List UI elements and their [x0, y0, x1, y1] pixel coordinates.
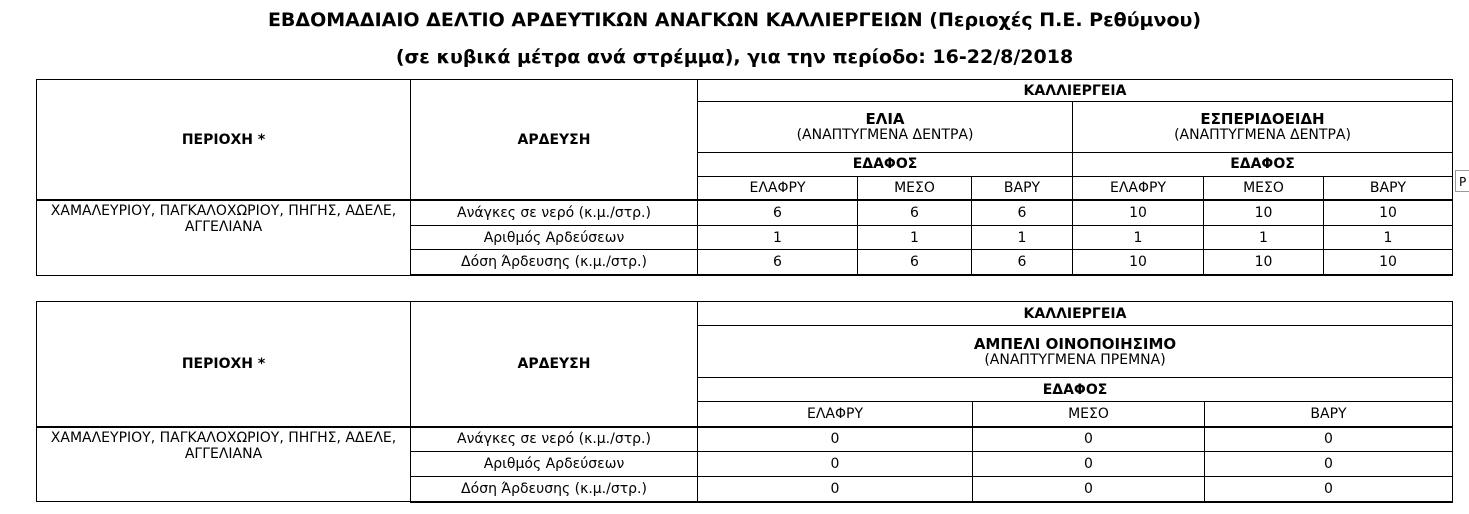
table-cell: 1 — [972, 226, 1073, 250]
soil-light: ΕΛΑΦΡΥ — [698, 402, 973, 427]
crop-title: ΑΜΠΕΛΙ ΟΙΝΟΠΟΙΗΣΙΜΟ — [973, 334, 1177, 353]
irrigation-table-olive-citrus — [36, 79, 1453, 276]
region-name: ΧΑΜΑΛΕΥΡΙΟΥ, ΠΑΓΚΑΛΟΧΩΡΙΟΥ, ΠΗΓΗΣ, ΑΔΕΛΕ, ΑΓΓΕΛΙΑΝΑ — [37, 427, 411, 502]
table-cell: 10 — [1073, 250, 1204, 275]
irrigation-header: ΑΡΔΕΥΣΗ — [411, 80, 698, 201]
table-cell: 0 — [698, 452, 973, 477]
crop-name-olive — [698, 102, 1073, 152]
table-cell: 1 — [1324, 226, 1453, 250]
row-label-water-needs: Ανάγκες σε νερό (κ.μ./στρ.) — [411, 200, 698, 225]
table-cell: 1 — [1073, 226, 1204, 250]
table-cell: 10 — [1324, 250, 1453, 275]
row-label-water-needs: Ανάγκες σε νερό (κ.μ./στρ.) — [411, 427, 698, 452]
soil-light: ΕΛΑΦΡΥ — [698, 176, 858, 200]
region-header: ΠΕΡΙΟΧΗ * — [37, 302, 411, 427]
row-label-irrigation-count: Αριθμός Αρδεύσεων — [411, 226, 698, 250]
table-cell: 6 — [698, 250, 858, 275]
soil-heavy: ΒΑΡΥ — [1324, 176, 1453, 200]
soil-medium: ΜΕΣΟ — [858, 176, 972, 200]
soil-heavy: ΒΑΡΥ — [1205, 402, 1453, 427]
region-header: ΠΕΡΙΟΧΗ * — [37, 80, 411, 201]
table-cell: 0 — [698, 477, 973, 502]
soil-medium: ΜΕΣΟ — [1204, 176, 1324, 200]
crop-subtitle: (ΑΝΑΠΤΥΓΜΕΝΑ ΠΡΕΜΝΑ) — [984, 351, 1166, 368]
table-cell: 1 — [858, 226, 972, 250]
table-cell: 0 — [1205, 477, 1453, 502]
soil-header: ΕΔΑΦΟΣ — [698, 152, 1073, 176]
table-cell: 10 — [1204, 200, 1324, 225]
table-cell: 6 — [698, 200, 858, 225]
soil-light: ΕΛΑΦΡΥ — [1073, 176, 1204, 200]
report-title: ΕΒΔΟΜΑΔΙΑΙΟ ΔΕΛΤΙΟ ΑΡΔΕΥΤΙΚΩΝ ΑΝΑΓΚΩΝ ΚΑΛΛΙΕΡΓΕΙΩΝ (Περιοχές Π.Ε. Ρεθύμνου) — [267, 9, 1202, 31]
table-cell: 0 — [973, 477, 1205, 502]
soil-heavy: ΒΑΡΥ — [972, 176, 1073, 200]
soil-header: ΕΔΑΦΟΣ — [698, 378, 1453, 402]
region-name: ΧΑΜΑΛΕΥΡΙΟΥ, ΠΑΓΚΑΛΟΧΩΡΙΟΥ, ΠΗΓΗΣ, ΑΔΕΛΕ, ΑΓΓΕΛΙΑΝΑ — [37, 200, 411, 275]
soil-medium: ΜΕΣΟ — [973, 402, 1205, 427]
table-cell: 1 — [698, 226, 858, 250]
irrigation-header: ΑΡΔΕΥΣΗ — [411, 302, 698, 427]
row-label-irrigation-dose: Δόση Άρδευσης (κ.μ./στρ.) — [411, 477, 698, 502]
table-cell: 10 — [1073, 200, 1204, 225]
irrigation-table-vineyard — [36, 301, 1453, 503]
row-label-irrigation-count: Αριθμός Αρδεύσεων — [411, 452, 698, 477]
table-cell: 6 — [972, 250, 1073, 275]
table-cell: 0 — [698, 427, 973, 452]
table-cell: 0 — [1205, 427, 1453, 452]
table-cell: 10 — [1324, 200, 1453, 225]
report-subtitle: (σε κυβικά μέτρα ανά στρέμμα), για την περίοδο: 16-22/8/2018 — [395, 46, 1074, 68]
crop-header: ΚΑΛΛΙΕΡΓΕΙΑ — [698, 80, 1453, 102]
crop-header: ΚΑΛΛΙΕΡΓΕΙΑ — [698, 302, 1453, 326]
table-cell: 0 — [973, 452, 1205, 477]
table-cell: 6 — [858, 250, 972, 275]
row-label-irrigation-dose: Δόση Άρδευσης (κ.μ./στρ.) — [411, 250, 698, 275]
soil-header: ΕΔΑΦΟΣ — [1073, 152, 1453, 176]
crop-title: ΕΣΠΕΡΙΔΟΕΙΔΗ — [1200, 109, 1325, 128]
cell-comment-tag[interactable]: P — [1455, 170, 1469, 192]
table-cell: 1 — [1204, 226, 1324, 250]
crop-name-vineyard — [698, 326, 1453, 378]
table-cell: 0 — [1205, 452, 1453, 477]
crop-subtitle: (ΑΝΑΠΤΥΓΜΕΝΑ ΔΕΝΤΡΑ) — [1174, 126, 1351, 143]
crop-title: ΕΛΙΑ — [865, 109, 905, 128]
table-cell: 6 — [858, 200, 972, 225]
crop-subtitle: (ΑΝΑΠΤΥΓΜΕΝΑ ΔΕΝΤΡΑ) — [796, 126, 974, 143]
crop-name-citrus — [1073, 102, 1453, 152]
table-cell: 0 — [973, 427, 1205, 452]
table-cell: 6 — [972, 200, 1073, 225]
table-cell: 10 — [1204, 250, 1324, 275]
